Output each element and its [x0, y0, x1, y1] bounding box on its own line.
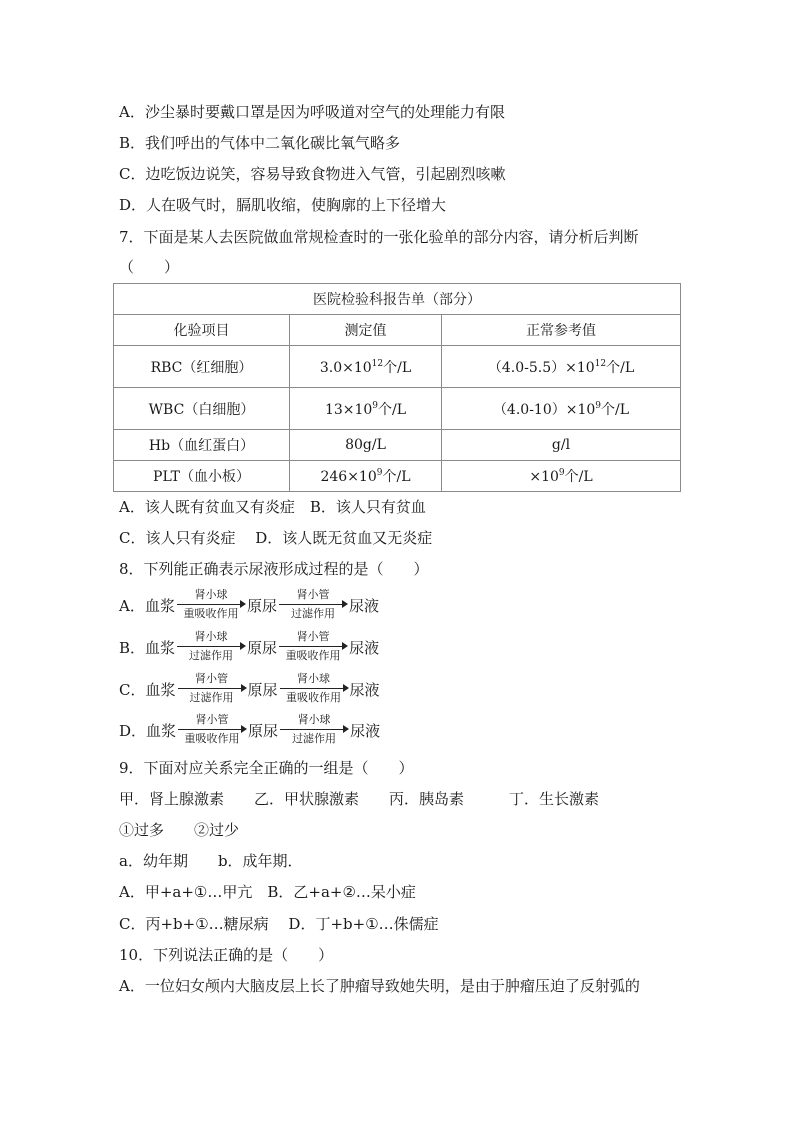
arrow-top-label: 肾小管 — [296, 630, 330, 643]
process-arrow — [278, 712, 350, 748]
q8-stem: 8．下列能正确表示尿液形成过程的是（ ） — [119, 560, 429, 578]
formula-start: 血浆 — [145, 638, 176, 657]
table-row — [114, 388, 681, 430]
lab-report-table — [113, 283, 681, 492]
formula-end: 尿液 — [350, 721, 381, 740]
header-measured: 测定值 — [290, 315, 442, 346]
q6-option-d — [119, 195, 446, 215]
option-text: 边吃饭边说笑，容易导致食物进入气管，引起剧烈咳嗽 — [145, 165, 506, 183]
process-arrow — [278, 671, 350, 707]
option-text: 沙尘暴时要戴口罩是因为呼吸道对空气的处理能力有限 — [145, 103, 506, 121]
cell-item: Hb（血红蛋白） — [114, 430, 290, 461]
cell-reference: g/l — [442, 430, 681, 461]
header-item: 化验项目 — [114, 315, 290, 346]
arrow-bottom-label: 过滤作用 — [291, 607, 336, 620]
option-label: B． — [119, 638, 146, 657]
arrow-top-label: 肾小球 — [297, 713, 331, 726]
option-label: D． — [119, 196, 147, 214]
q6-option-b — [119, 133, 400, 153]
arrow-bottom-label: 重吸收作用 — [285, 649, 341, 662]
option-label: B． — [119, 134, 146, 152]
table-row — [114, 346, 681, 388]
q8-option-d — [119, 712, 380, 748]
cell-item: PLT（血小板） — [114, 461, 290, 492]
arrow-top-label: 肾小球 — [194, 630, 228, 643]
option-label: A． — [119, 596, 145, 615]
cell-measured: $13\times 10^9$个/L — [290, 388, 442, 430]
table-row — [114, 461, 681, 492]
cell-measured: $246\times 10^9$个/L — [290, 461, 442, 492]
arrow-bottom-label: 过滤作用 — [189, 649, 234, 662]
arrow-bottom-label: 重吸收作用 — [184, 732, 240, 745]
cell-item: RBC（红细胞） — [114, 346, 290, 388]
q6-option-c — [119, 164, 506, 184]
process-arrow — [176, 712, 248, 748]
formula-mid: 原尿 — [248, 721, 279, 740]
q9-amounts: ①过多 ②过少 — [119, 821, 240, 839]
q9-hormones: 甲．肾上腺激素 乙．甲状腺激素 丙．胰岛素 丁．生长激素 — [119, 790, 600, 808]
q10-option-a: A．一位妇女颅内大脑皮层上长了肿瘤导致她失明，是由于肿瘤压迫了反射弧的 — [119, 977, 640, 995]
option-label: C． — [119, 680, 146, 699]
formula-mid: 原尿 — [247, 680, 278, 699]
process-arrow — [175, 587, 247, 623]
table-title: 医院检验科报告单（部分） — [114, 284, 681, 315]
cell-reference: $(4.0-10)\times 10^9$个/L — [442, 388, 681, 430]
q10-stem: 10．下列说法正确的是（ ） — [119, 946, 334, 964]
cell-measured: 80g/L — [290, 430, 442, 461]
arrow-top-label: 肾小管 — [195, 672, 228, 685]
process-arrow — [277, 629, 349, 665]
arrow-top-label: 肾小球 — [297, 672, 331, 685]
arrow-bottom-label: 过滤作用 — [189, 691, 234, 704]
q9-stem: 9．下面对应关系完全正确的一组是（ ） — [119, 759, 414, 777]
formula-end: 尿液 — [349, 638, 380, 657]
q6-option-a — [119, 102, 505, 122]
q8-option-b — [119, 629, 379, 665]
formula-start: 血浆 — [145, 680, 176, 699]
q9-periods: a．幼年期 b．成年期． — [119, 852, 303, 870]
arrow-bottom-label: 重吸收作用 — [286, 691, 342, 704]
q7-options-ab: A．该人既有贫血又有炎症 B．该人只有贫血 — [119, 498, 426, 516]
formula-mid: 原尿 — [247, 596, 278, 615]
q9-options-cd: C．丙+b+①…糖尿病 D．丁+b+①…侏儒症 — [119, 915, 439, 933]
option-text: 我们呼出的气体中二氧化碳比氧气略多 — [145, 134, 401, 152]
arrow-bottom-label: 过滤作用 — [292, 732, 337, 745]
header-reference: 正常参考值 — [442, 315, 681, 346]
q8-option-a — [119, 587, 379, 623]
table-title-row — [114, 284, 681, 315]
cell-reference: $\times 10^9$个/L — [442, 461, 681, 492]
formula-start: 血浆 — [146, 721, 177, 740]
q7-stem: 7．下面是某人去医院做血常规检查时的一张化验单的部分内容，请分析后判断 — [119, 228, 639, 246]
process-arrow — [175, 629, 247, 665]
cell-reference: $(4.0-5.5)\times 10^{12}$个/L — [442, 346, 681, 388]
q8-option-c — [119, 671, 380, 707]
process-arrow — [277, 587, 349, 623]
q7-answer-blank: （ ） — [119, 258, 180, 276]
process-arrow — [176, 671, 248, 707]
formula-mid: 原尿 — [247, 638, 278, 657]
option-label: C． — [119, 165, 146, 183]
formula-end: 尿液 — [349, 680, 380, 699]
arrow-top-label: 肾小球 — [194, 588, 228, 601]
cell-measured: $3.0\times 10^{12}$个/L — [290, 346, 442, 388]
formula-start: 血浆 — [145, 596, 176, 615]
arrow-bottom-label: 重吸收作用 — [183, 607, 239, 620]
q9-options-ab: A．甲+a+①…甲亢 B．乙+a+②…呆小症 — [119, 883, 416, 901]
table-header-row — [114, 315, 681, 346]
option-text: 人在吸气时，膈肌收缩，使胸廓的上下径增大 — [146, 196, 447, 214]
option-label: A． — [119, 103, 145, 121]
table-row — [114, 430, 681, 461]
formula-end: 尿液 — [349, 596, 380, 615]
cell-item: WBC（白细胞） — [114, 388, 290, 430]
arrow-top-label: 肾小管 — [296, 588, 330, 601]
arrow-top-label: 肾小管 — [195, 713, 229, 726]
option-label: D． — [119, 721, 147, 740]
q7-options-cd: C．该人只有炎症 D．该人既无贫血又无炎症 — [119, 529, 433, 547]
